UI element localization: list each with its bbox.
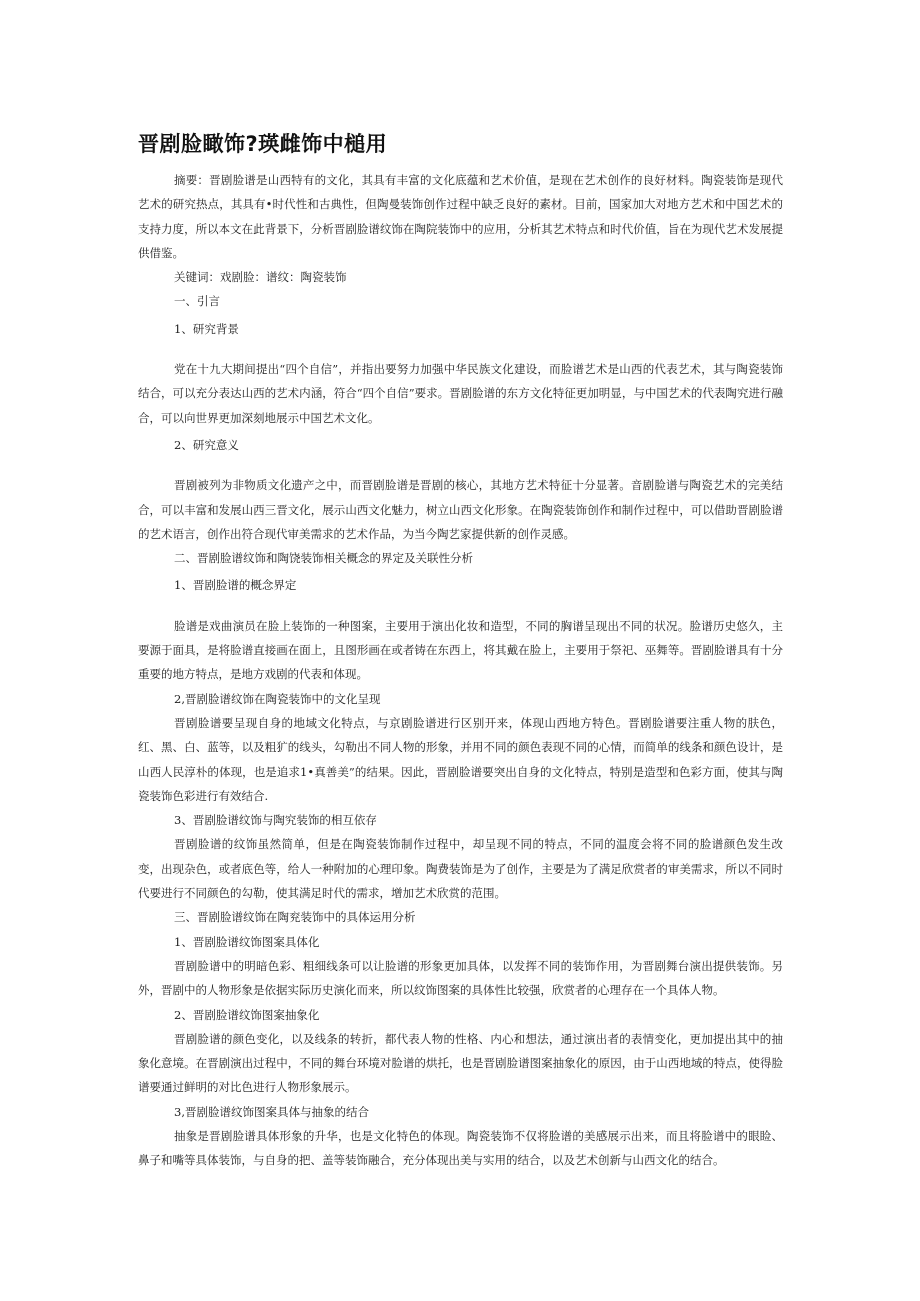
- subsection-heading-research-background: 1、研究背景: [174, 321, 239, 336]
- subsection-heading-interdependence: 3、晋剧脸谱纹饰与陶究装饰的相互依存: [174, 813, 377, 828]
- paragraph-concretization: 晋剧脸谱中的明暗色彩、粗细线条可以让脸谱的形象更加具体，以发挥不同的装饰作用，为晋剧舞台演出提供装饰。另外，晋剧中的人物形象是依据实际历史演化而来，所以纹饰图案的具体性比较强，欣赏者的心理存在一个具体人物。: [138, 958, 783, 998]
- section-heading-application: 三、晋剧脸谱纹饰在陶兖装饰中的具体运用分析: [174, 910, 416, 925]
- abstract-paragraph: 摘要：晋剧脸谱是山西特有的文化，其具有丰富的文化底蕴和艺术价值，是现在艺术创作的良好材料。陶瓷装饰是现代艺术的研究热点，其具有•时代性和古典性，但陶曼装饰创作过程中缺乏良好的素材。目前，国家加大对地方艺术和中国艺术的支持力度，所以本文在此背景下，分析晋剧脸谱纹饰在陶院装饰中的应用，分析其艺术特点和时代价值，旨在为现代艺术发展提供借鉴。: [138, 173, 783, 260]
- section-heading-introduction: 一、引言: [174, 294, 220, 309]
- paragraph-interdependence: 晋剧脸谱的纹饰虽然简单，但是在陶瓷装饰制作过程中，却呈现不同的特点，不同的温度会将不同的脸谱颜色发生改变，出现杂色，或者底色等，给人一种附加的心理印象。陶费装饰是为了创作，主要是为了满足欣赏者的审美需求，所以不同时代要进行不同颜色的勾勒，使其满足时代的需求，增加艺术欣赏的范围。: [138, 837, 783, 901]
- subsection-heading-concretization: 1、晋剧脸谱纹饰图案具体化: [174, 934, 320, 949]
- paragraph-cultural-presentation: 晋剧脸谱要呈现自身的地域文化特点，与京剧脸谱进行区别开来，体现山西地方特色。晋剧脸谱要注重人物的肤色，红、黑、白、蓝等，以及粗犷的线头，勾勒出不同人物的形象，并用不同的颜色表现不同的心情，而简单的线条和颜色设计，是山西人民淳朴的体现，也是追求1•真善美”的结果。因此，晋剧脸谱要突出自身的文化特点，特别是造型和色彩方面，使其与陶瓷装饰色彩进行有效结合.: [138, 715, 783, 803]
- paragraph-research-significance: 晋剧被列为非物质文化遗产之中，而晋剧脸谱是晋剧的核心，其地方艺术特征十分显著。音剧脸谱与陶瓷艺术的完美结合，可以丰富和发展山西三晋文化，展示山西文化魅力，树立山西文化形象。在陶瓷装饰创作和制作过程中，可以借助晋剧脸谱的艺术语言，创作出符合现代审美需求的艺术作品，为当今陶艺家提供新的创作灵感。: [138, 478, 783, 541]
- document-body: [138, 168, 783, 1173]
- page-title: 晋剧脸瞰饰?瑛雌饰中槌用: [138, 132, 388, 156]
- section-heading-concepts: 二、晋剧脸谱纹饰和陶饶装饰相关概念的界定及关联性分析: [174, 551, 473, 566]
- subsection-heading-abstraction: 2、晋剧脸谱纹饰图案抽象化: [174, 1007, 320, 1022]
- subsection-heading-research-significance: 2、研究意义: [174, 437, 239, 452]
- paragraph-combination: 抽象是晋剧脸谱具体形象的升华，也是文化特色的体现。陶瓷装饰不仅将脸谱的美感展示出来，而且将脸谱中的眼睑、鼻子和嘴等具体装饰，与自身的把、盖等装饰融合，充分体现出美与实用的结合，以及艺术创新与山西文化的结合。: [138, 1128, 783, 1168]
- paragraph-abstraction: 晋剧脸谱的颜色变化，以及线条的转折，都代表人物的性格、内心和想法，通过演出者的表情变化，更加提出其中的抽象化意境。在晋剧演出过程中，不同的舞台环境对脸谱的烘托，也是晋剧脸谱图案抽象化的原因，由于山西地域的特点，使得脸谱要通过鲜明的对比色进行人物形象展示。: [138, 1031, 783, 1095]
- paragraph-research-background: 党在十九大期间提出“四个自信”，并指出要努力加强中华民族文化建设，而脸谱艺术是山西的代表艺术，其与陶瓷装饰结合，可以充分表达山西的艺术内涵，符合“四个自信”要求。晋剧脸谱的东方文化特征更加明显，与中国艺术的代表陶究进行融合，可以向世界更加深刻地展示中国艺术文化。: [138, 362, 783, 425]
- subsection-heading-cultural-presentation: 2,晋剧脸谱纹饰在陶瓷装饰中的文化呈现: [174, 691, 381, 706]
- subsection-heading-combination: 3,晋剧脸谱纹饰图案具体与抽象的结合: [174, 1104, 369, 1119]
- paragraph-concept-definition: 脸谱是戏曲演员在脸上装饰的一种图案，主要用于演出化妆和造型，不同的胸谱呈现出不同的状况。脸谱历史悠久，主要源于面具，是将脸谱直接画在面上，且图形画在或者铸在东西上，将其戴在脸上，主要用于祭祀、巫舞等。晋剧脸谱具有十分重要的地方特点，是地方戏剧的代表和体现。: [138, 618, 783, 682]
- keywords-line: 关键词：戏剧脸：谱纹：陶瓷装饰: [174, 270, 347, 285]
- subsection-heading-concept-definition: 1、晋剧脸谱的概念界定: [174, 578, 297, 593]
